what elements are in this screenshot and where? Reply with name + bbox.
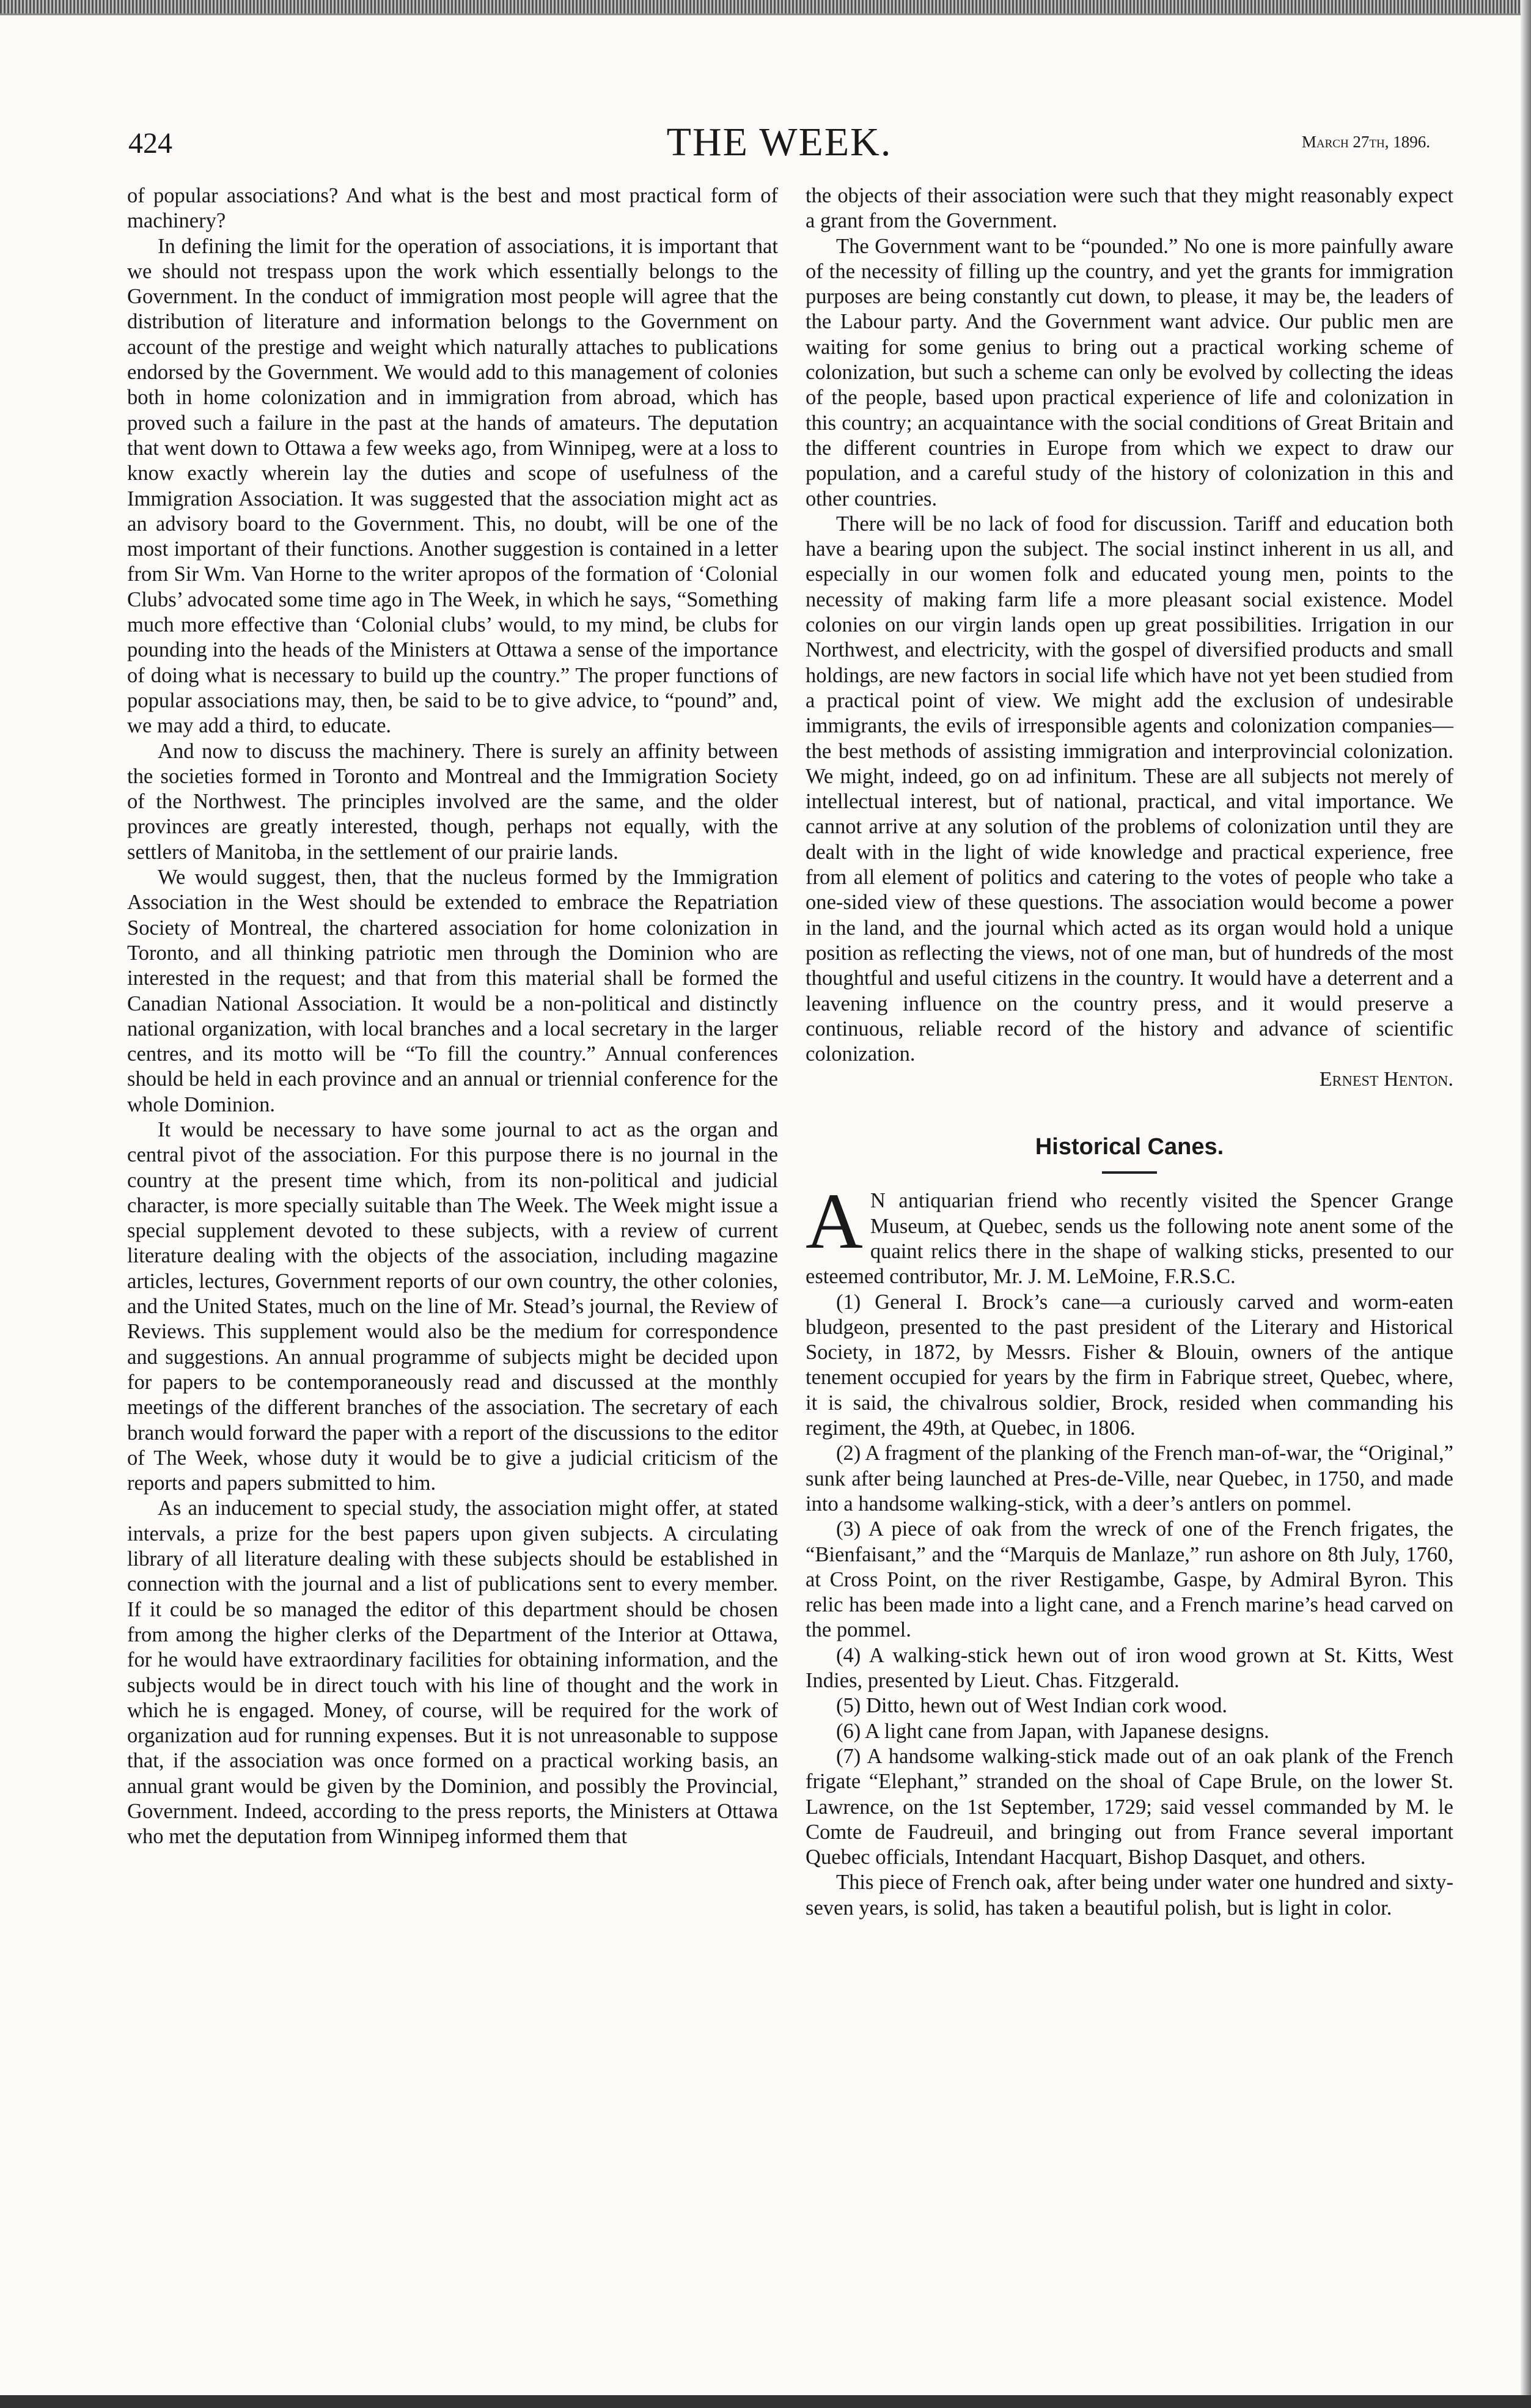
paragraph: of popular associations? And what is the best and most practical form of machinery? — [127, 184, 778, 233]
paragraph: As an inducement to special study, the association might offer, at stated intervals, a prize for the best papers upon given subjects. A circulating library of all literature dealing with these subjects should be established in connection with the journal and a list of publications sent to every member. If it could be so managed the editor of this department should be chosen from among the higher clerks of the Department of the Interior at Ottawa, for he would have extraordinary facilities for obtaining information, and the subjects would be in direct touch with his line of thought and the work in which he is engaged. Money, of course, will be required for the work of organization aud for running expenses. But it is not unreasonable to suppose that, if the association was once formed on a practical working basis, an annual grant would be given by the Dominion, and possibly the Provincial, Government. Indeed, according to the press reports, the Ministers at Ottawa who met the deputation from Winnipeg informed them that — [127, 1497, 778, 1849]
cane-item: (2) A fragment of the planking of the French man-of-war, the “Original,” sunk after being launched at Pres-de-Ville, near Quebec, in 1750, and made into a handsome walking-stick, with a deer’s antlers on pommel. — [806, 1441, 1453, 1515]
top-border-line — [0, 13, 1531, 15]
issue-date: March 27th, 1896. — [1301, 133, 1430, 151]
author-signature: Ernest Henton. — [1319, 1068, 1453, 1091]
cane-item: (1) General I. Brock’s cane—a curiously carved and worm-eaten bludgeon, presented to the past president of the Literary and Historical Society, in 1872, by Messrs. Fisher & Blouin, owners of the antique tenement occupied for years by the firm in Fabrique street, Quebec, where, it is said, the chivalrous soldier, Brock, resided when commanding his regiment, the 49th, at Quebec, in 1806. — [806, 1290, 1453, 1440]
right-column — [806, 183, 1453, 1921]
paragraph: The Government want to be “pounded.” No one is more painfully aware of the necessity of filling up the country, and yet the grants for immigration purposes are being constantly cut down, to please, it may be, the leaders of the Labour party. And the Government want advice. Our public men are waiting for some genius to bring out a practical working scheme of colonization, but such a scheme can only be evolved by collecting the ideas of the people, based upon practical experience of life and colonization in this country; an acquaintance with the social conditions of Great Britain and the different countries in Europe from which we expect to draw our population, and a careful study of the history of colonization in this and other countries. — [806, 234, 1453, 510]
paragraph: We would suggest, then, that the nucleus formed by the Immigration Association in the West should be extended to embrace the Repatriation Society of Montreal, the chartered association for home colonization in Toronto, and all thinking patriotic men through the Dominion who are interested in the request; and that from this material shall be formed the Canadian National Association. It would be a non-political and distinctly national organization, with local branches and a local secretary in the larger centres, and its motto will be “To fill the country.” Annual conferences should be held in each province and an annual or triennial conference for the whole Dominion. — [127, 866, 778, 1116]
masthead-title: THE WEEK. — [666, 120, 892, 164]
section-title: Historical Canes. — [1035, 1134, 1224, 1160]
drop-cap: A — [806, 1177, 863, 1266]
cane-item: (3) A piece of oak from the wreck of one of the French frigates, the “Bienfaisant,” and the “Marquis de Manlaze,” run ashore on 8th July, 1760, at Cross Point, on the river Restigambe, Gaspe, by Admiral Byron. This relic has been made into a light cane, and a French marine’s head carved on the pommel. — [806, 1517, 1453, 1642]
cane-item: (4) A walking-stick hewn out of iron wood grown at St. Kitts, West Indies, presented by Lieut. Chas. Fitzgerald. — [806, 1643, 1453, 1693]
bottom-border-rule — [0, 2395, 1531, 2408]
paragraph: In defining the limit for the operation of associations, it is important that we should not trespass upon the work which essentially belongs to the Government. In the conduct of immigration most people will agree that the distribution of literature and information belongs to the Government on account of the prestige and weight which naturally attaches to publications endorsed by the Government. We would add to this management of colonies both in home colonization and in immigration from abroad, which has proved such a failure in the past at the hands of amateurs. The deputation that went down to Ottawa a few weeks ago, from Winnipeg, were at a loss to know exactly wherein lay the duties and scope of usefulness of the Immigration Association. It was suggested that the association might act as an advisory board to the Government. This, no doubt, will be one of the most important of their functions. Another suggestion is contained in a letter from Sir Wm. Van Horne to the writer apropos of the formation of ‘Colonial Clubs’ advocated some time ago in The Week, in which he says, “Something much more effective than ‘Colonial clubs’ would, to my mind, be clubs for pounding into the heads of the Ministers at Ottawa a sense of the importance of doing what is necessary to build up the country.” The proper functions of popular associations may, then, be said to be to give advice, to “pound” and, we may add a third, to educate. — [127, 234, 778, 738]
cane-item: (5) Ditto, hewn out of West Indian cork wood. — [836, 1694, 1227, 1718]
paragraph: the objects of their association were such that they might reasonably expect a grant from the Government. — [806, 184, 1453, 233]
cane-item: (7) A handsome walking-stick made out of an oak plank of the French frigate “Elephant,” stranded on the shoal of Cape Brule, on the lower St. Lawrence, on the 1st September, 1729; said vessel commanded by M. le Comte de Faudreuil, and bringing out from France several important Quebec officials, Intendant Hacquart, Bishop Dasquet, and others. — [806, 1744, 1453, 1869]
cane-item: (6) A light cane from Japan, with Japanese designs. — [836, 1719, 1269, 1743]
page-number: 424 — [128, 127, 172, 160]
top-border-rule — [0, 0, 1531, 13]
canes-intro — [806, 1177, 1453, 1289]
paragraph: It would be necessary to have some journal to act as the organ and central pivot of the association. For this purpose there is no journal in the country at the present time which, from its non-political and judicial character, is more specially suitable than The Week. The Week might issue a special supplement devoted to these subjects, with a review of current literature dealing with the objects of the association, including magazine articles, lectures, Government reports of our own country, the other colonies, and the United States, much on the line of Mr. Stead’s journal, the Review of Reviews. This supplement would also be the medium for correspondence and suggestions. An annual programme of subjects might be decided upon for papers to be contemporaneously read and discussed at the monthly meetings of the different branches of the association. The secretary of each branch would forward the paper with a report of the discussions to the editor of The Week, whose duty it would be to give a judicial criticism of the reports and papers submitted to him. — [127, 1117, 778, 1495]
left-column — [127, 183, 778, 1850]
paragraph: And now to discuss the machinery. There is surely an affinity between the societies formed in Toronto and Montreal and the Immigration Society of the Northwest. The principles involved are the same, and the older provinces are greatly interested, though, perhaps not equally, with the settlers of Manitoba, in the settlement of our prairie lands. — [127, 739, 778, 864]
page-header — [128, 119, 1430, 174]
page-edge-shadow — [1521, 0, 1531, 2408]
cane-item: This piece of French oak, after being under water one hundred and sixty-seven years, is solid, has taken a beautiful polish, but is light in color. — [806, 1871, 1453, 1920]
canes-intro-text: N antiquarian friend who recently visited the Spencer Grange Museum, at Quebec, sends us the following note anent some of the quaint relics there in the shape of walking sticks, presented to our esteemed contributor, Mr. J. M. LeMoine, F.R.S.C. — [806, 1189, 1453, 1289]
title-divider — [1102, 1171, 1157, 1174]
paragraph: There will be no lack of food for discussion. Tariff and education both have a bearing upon the subject. The social instinct inherent in us all, and especially in our women folk and educated young men, points to the necessity of making farm life a more pleasant social existence. Model colonies on our virgin lands open up great possibilities. Irrigation in our Northwest, and electricity, with the gospel of diversified products and small holdings, are new factors in social life which have not yet been studied from a practical point of view. We might add the exclusion of undesirable immigrants, the evils of irresponsible agents and colonization companies—the best methods of assisting immigration and interprovincial colonization. We might, indeed, go on ad infinitum. These are all subjects not merely of intellectual interest, but of national, practical, and vital importance. We cannot arrive at any solution of the problems of colonization until they are dealt with in the light of wide knowledge and practical experience, free from all element of politics and catering to the votes of people who take a one-sided view of these questions. The association would become a power in the land, and the journal which acted as its organ would hold a unique position as reflecting the views, not of one man, but of hundreds of the most thoughtful and useful citizens in the country. It would have a deterrent and a leavening influence on the country press, and it would preserve a continuous, reliable record of the history and advance of scientific colonization. — [806, 512, 1453, 1066]
